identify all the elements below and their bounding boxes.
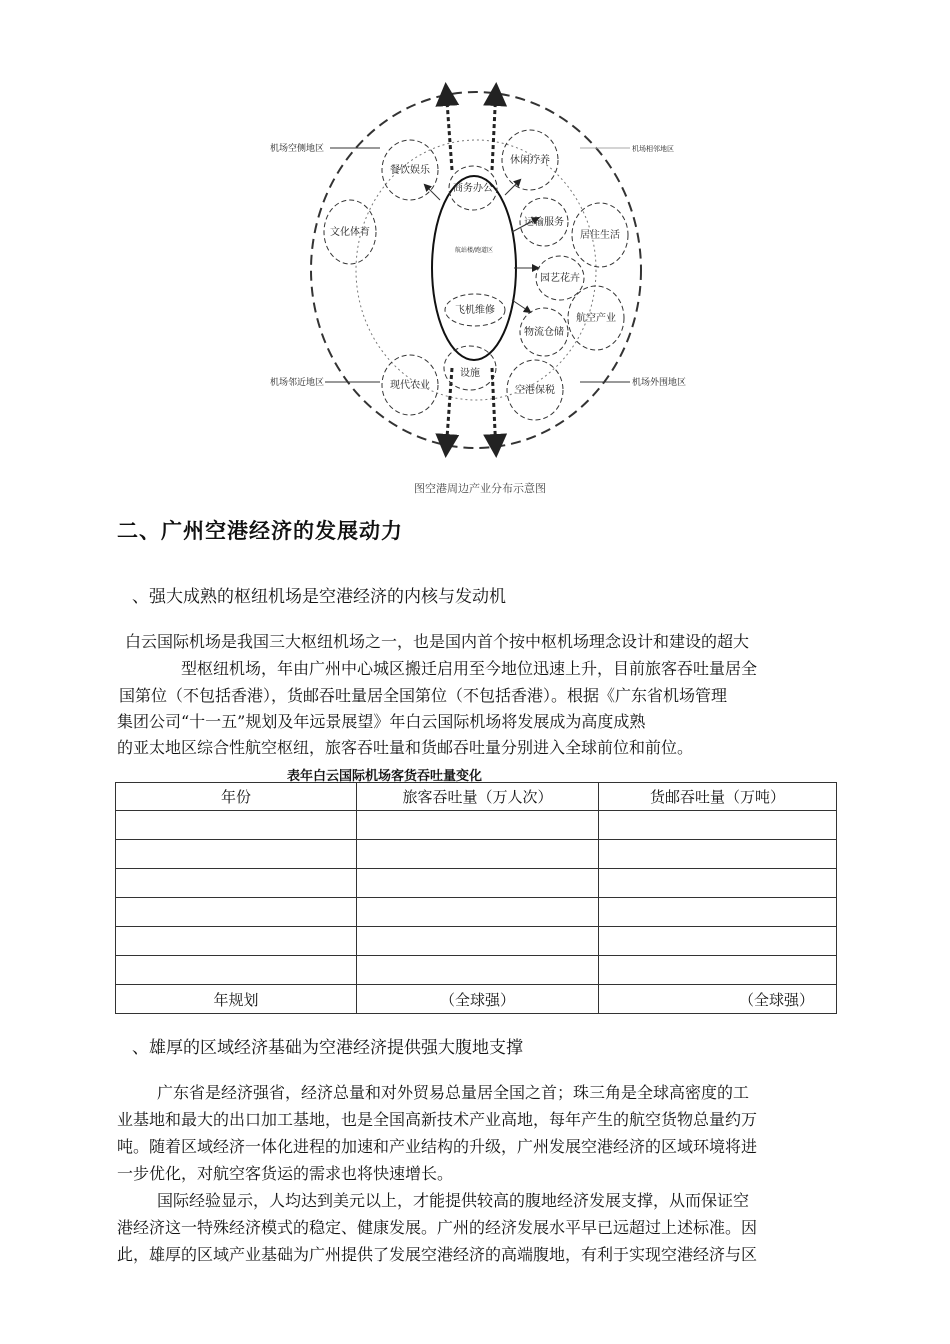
- para2-line-4: 一步优化，对航空客货运的需求也将快速增长。: [117, 1164, 454, 1183]
- diagram-svg: [0, 0, 950, 500]
- node-living-label: 居住生活: [580, 230, 620, 241]
- node-garden-label: 园艺花卉: [540, 273, 580, 284]
- para1-line-4: 集团公司“十一五”规划及年远景展望》年白云国际机场将发展成为高度成熟: [117, 712, 646, 731]
- subhead-2: 、雄厚的区域经济基础为空港经济提供强大腹地支撑: [132, 1038, 523, 1058]
- table-row: [116, 927, 837, 956]
- para2-line-2: 业基地和最大的出口加工基地，也是全国高新技术产业高地，每年产生的航空货物总量约万: [117, 1110, 758, 1129]
- plan-passenger-cell: （全球强）: [357, 985, 599, 1014]
- para2-line-1: 广东省是经济强省，经济总量和对外贸易总量居全国之首；珠三角是全球高密度的工: [157, 1083, 750, 1102]
- header-year: 年份: [116, 783, 357, 811]
- node-logistics-label: 物流仓储: [524, 327, 564, 338]
- subhead-1: 、强大成熟的枢纽机场是空港经济的内核与发动机: [132, 587, 506, 607]
- zone-label-top-left: 机场空侧地区: [270, 144, 325, 154]
- para1-line-1: 白云国际机场是我国三大枢纽机场之一，也是国内首个按中枢机场理念设计和建设的超大: [125, 632, 750, 651]
- para2-line-3: 吨。随着区域经济一体化进程的加速和产业结构的升级，广州发展空港经济的区域环境将进: [117, 1137, 758, 1156]
- plan-year-cell: 年规划: [116, 985, 357, 1014]
- airport-industry-diagram: [0, 0, 950, 500]
- node-transport-label: 运输服务: [524, 217, 564, 228]
- throughput-table: [115, 782, 837, 1014]
- diagram-caption: 图空港周边产业分布示意图: [414, 482, 546, 494]
- table-row: [116, 869, 837, 898]
- para3-line-1: 国际经验显示，人均达到美元以上，才能提供较高的腹地经济发展支撑，从而保证空: [157, 1191, 750, 1210]
- table-header-row: [116, 783, 837, 811]
- para3-line-3: 此，雄厚的区域产业基础为广州提供了发展空港经济的高端腹地，有利于实现空港经济与区: [117, 1245, 758, 1264]
- para1-line-3: 国第位（不包括香港），货邮吞吐量居全国第位（不包括香港）。根据《广东省机场管理: [119, 686, 728, 705]
- node-agri-label: 现代农业: [390, 380, 430, 391]
- header-passenger: 旅客吞吐量（万人次）: [357, 783, 599, 811]
- table-row: [116, 840, 837, 869]
- table-row-plan: [116, 985, 837, 1014]
- table-row: [116, 811, 837, 840]
- node-aviation-label: 航空产业: [576, 313, 616, 324]
- core-label: 航站楼/跑道区: [454, 247, 494, 254]
- node-business-label: 商务办公: [453, 183, 493, 194]
- zone-label-top-right: 机场相邻地区: [632, 145, 674, 153]
- zone-label-bottom-left: 机场邻近地区: [270, 378, 325, 388]
- table-row: [116, 956, 837, 985]
- para1-line-2: 型枢纽机场，年由广州中心城区搬迁启用至今地位迅速上升，目前旅客吞吐量居全: [181, 659, 758, 678]
- table-row: [116, 898, 837, 927]
- zone-label-bottom-right: 机场外围地区: [632, 378, 687, 388]
- node-bonded-label: 空港保税: [515, 385, 555, 396]
- table-title: 表年白云国际机场客货吞吐量变化: [287, 769, 483, 784]
- section-title: 二、广州空港经济的发展动力: [117, 519, 403, 543]
- plan-cargo-cell: （全球强）: [599, 985, 837, 1014]
- para3-line-2: 港经济这一特殊经济模式的稳定、健康发展。广州的经济发展水平早已远超过上述标准。因: [117, 1218, 758, 1237]
- outer-ring: [311, 92, 641, 448]
- header-cargo: 货邮吞吐量（万吨）: [599, 783, 837, 811]
- core-oval: [432, 176, 516, 360]
- node-facility-label: 设施: [460, 368, 480, 379]
- node-food-label: 餐饮娱乐: [390, 165, 430, 176]
- node-repair-label: 飞机维修: [455, 305, 495, 316]
- node-culture-label: 文化体育: [330, 227, 370, 238]
- node-leisure-label: 休闲疗养: [510, 155, 550, 166]
- inner-ring: [356, 140, 596, 400]
- para1-line-5: 的亚太地区综合性航空枢纽，旅客吞吐量和货邮吞吐量分别进入全球前位和前位。: [117, 738, 694, 757]
